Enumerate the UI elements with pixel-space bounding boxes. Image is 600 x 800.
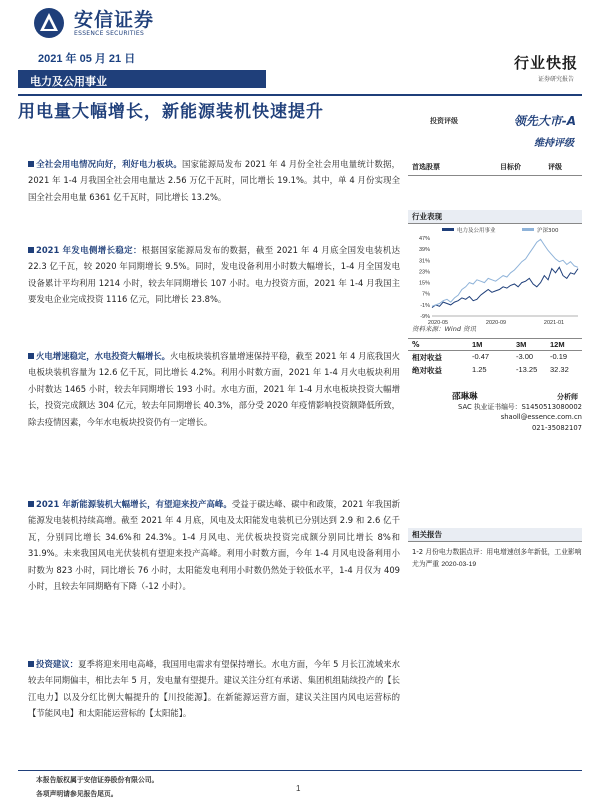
paragraph-3 xyxy=(28,348,400,430)
bullet-icon xyxy=(28,247,34,253)
footer-rule xyxy=(18,770,582,771)
paragraph-1-lead: 全社会用电情况向好，利好电力板块。 xyxy=(36,159,182,169)
x-tick-label: 2020-05 xyxy=(427,320,449,326)
paragraph-3-body: 火电板块装机容量增速保持平稳，截至 2021 年 4 月底我国火电板块装机容量为 12.6 亿千瓦，同比增长 4.2%。利用小时数方面，2021 年 1-4 月火电板块利用小时数达 1465 小时，较去年同期增长 193 小时。水电方面，2021 年 1-4 月水电板块投资大幅增长，投资完成额达 304 亿元，较去年同期增长 40.3%，部分受 2020 年疫情影响投资额降低所致，除去疫情因素，今年水电板块投资仍有一定增长。 xyxy=(28,351,400,427)
y-tick-label: 23% xyxy=(418,269,430,276)
analyst-cert: SAC 执业证书编号：S1450513080002 xyxy=(458,403,582,412)
main-content xyxy=(28,156,400,719)
table-cell: 1.25 xyxy=(472,365,487,374)
company-logo xyxy=(32,6,154,40)
logo-mark-icon xyxy=(32,6,66,40)
table-row xyxy=(408,351,582,364)
table-header-row xyxy=(408,338,582,351)
logo-name-cn: 安信证券 xyxy=(74,8,155,31)
table-cell: -0.47 xyxy=(472,352,490,361)
table-cell: -3.00 xyxy=(516,352,534,361)
paragraph-2 xyxy=(28,242,400,308)
paragraph-5-body: 夏季将迎来用电高峰，我国用电需求有望保持增长。水电方面，今年 5 月长江流域来水较去年同期偏丰，相比去年 5 月，发电量有望提升。建议关注分红有承诺、集团机组陆续投产的【长江电力】以及分红比例大幅提升的【川投能源】。在新能源运营方面，建议关注国内风电运营标的【节能风电】和太阳能运营标的【太阳能】。 xyxy=(28,659,400,719)
series-line-1 xyxy=(432,239,578,306)
rating-hold: 维持评级 xyxy=(534,138,574,149)
paragraph-4 xyxy=(28,496,400,594)
table-row xyxy=(408,364,582,377)
paragraph-2-lead: 2021 年发电侧增长稳定： xyxy=(36,245,142,255)
analyst-phone: 021-35082107 xyxy=(531,423,582,432)
report-subtype: 证券研究报告 xyxy=(537,76,574,83)
paragraph-5 xyxy=(28,656,400,722)
chart-source: 资料来源：Wind 资讯 xyxy=(412,325,477,333)
table-cell: 32.32 xyxy=(550,365,569,374)
table-cell: 相对收益 xyxy=(412,353,442,362)
analyst-email[interactable]: shaoll@essence.com.cn xyxy=(500,413,582,422)
y-tick-label: 39% xyxy=(418,247,430,254)
legend-label: 电力及公用事业 xyxy=(457,228,496,234)
bullet-icon xyxy=(28,353,34,359)
report-type: 行业快报 xyxy=(513,54,578,72)
paragraph-4-lead: 2021 年新能源装机大幅增长，有望迎来投产高峰。 xyxy=(36,499,232,509)
stock-pick-header xyxy=(408,156,582,176)
y-tick-label: 47% xyxy=(418,236,430,242)
y-tick-label: 15% xyxy=(418,280,430,287)
paragraph-1 xyxy=(28,156,400,226)
legend-label: 沪深300 xyxy=(537,228,559,234)
paragraph-4-body: 受益于碳达峰、碳中和政策，2021 年我国新能源发电装机持续高增。截至 2021 年 4 月底，风电及太阳能发电装机已分别达到 2.9 和 2.6 亿千瓦，分别同比增长 34.6%和 24.3%。1-4 月风电、光伏板块投资完成额分别同比增长 8%和 31.9%。未来我国风电光伏装机有望迎来投产高峰。利用小时数方面，今年 1-4 月风电设备利用小时数为 823 小时，同比增长 76 小时，太阳能发电利用小时数仍然处于较低水平，1-4 月仅为 409 小时，且较去年同期略有下降（-12 小时）。 xyxy=(28,499,400,592)
performance-table xyxy=(408,338,582,377)
paragraph-1-body: 国家能源局发布 2021 年 4 月份全社会用电量统计数据，2021 年 1-4 月我国全社会用电量达 2.56 万亿千瓦时，同比增长 19.1%。其中，单 4 月份实现全国全社会用电量 6361 亿千瓦时，同比增长 13.2%。 xyxy=(28,159,400,202)
series-line-0 xyxy=(432,267,578,307)
rating-box xyxy=(408,112,582,162)
analyst-block xyxy=(408,392,582,433)
footer-disclaimer: 各项声明请参见报告尾页。 xyxy=(36,790,118,798)
table-cell: -0.19 xyxy=(550,352,568,361)
rating-value: 领先大市-A xyxy=(513,114,576,128)
y-tick-label: 31% xyxy=(418,258,430,265)
y-tick-label: -9% xyxy=(420,314,430,320)
target-price-col: 目标价 xyxy=(500,163,521,171)
footer-copyright: 本报告版权属于安信证券股份有限公司。 xyxy=(36,776,159,784)
related-report-item[interactable] xyxy=(412,546,582,571)
stock-pick-col: 首选股票 xyxy=(412,163,440,171)
related-reports-title: 相关报告 xyxy=(408,528,582,542)
logo-name-en: ESSENCE SECURITIES xyxy=(74,29,145,37)
bullet-icon xyxy=(28,161,34,167)
table-header-cell: % xyxy=(412,340,420,349)
y-tick-label: -1% xyxy=(420,302,430,309)
performance-chart xyxy=(408,226,582,328)
x-tick-label: 2020-09 xyxy=(485,320,507,326)
table-cell: 绝对收益 xyxy=(412,366,442,375)
analyst-tag: 分析师 xyxy=(557,393,578,401)
x-tick-label: 2021-01 xyxy=(543,320,565,326)
paragraph-5-lead: 投资建议： xyxy=(36,659,79,669)
related-report-date: 2020-03-19 xyxy=(441,561,477,568)
table-header-cell: 12M xyxy=(550,340,565,349)
report-title: 用电量大幅增长，新能源装机快速提升 xyxy=(18,102,324,122)
bullet-icon xyxy=(28,501,34,507)
bullet-icon xyxy=(28,661,34,667)
header-band xyxy=(0,48,600,94)
report-date: 2021 年 05 月 21 日 xyxy=(38,53,136,65)
paragraph-3-lead: 火电增速稳定，水电投资大幅增长。 xyxy=(36,351,171,361)
legend-swatch xyxy=(442,228,454,231)
table-header-cell: 1M xyxy=(472,340,483,349)
legend-swatch xyxy=(522,228,534,231)
rating-label: 投资评级 xyxy=(430,117,458,125)
y-tick-label: 7% xyxy=(422,291,430,298)
page-number: 1 xyxy=(296,784,301,793)
header-rule xyxy=(18,94,582,96)
analyst-name: 邵琳琳 xyxy=(452,392,478,402)
sector-label: 电力及公用事业 xyxy=(30,75,107,88)
paragraph-2-body: 根据国家能源局发布的数据，截至 2021 年 4 月底全国发电装机达 22.3 亿千瓦，较 2020 年同期增长 9.5%。同时，发电设备利用小时数大幅增长，1-4 月全国发电设备累计平均利用 1214 小时，较去年同期增长 107 小时。电力投资方面，2021 年 1-4 月我国主要发电企业完成投资 1116 亿元，同比增长 23.8%。 xyxy=(28,245,400,305)
table-cell: -13.25 xyxy=(516,365,538,374)
related-report-text: 1-2 月份电力数据点评：用电增速创多年新低，工业影响尤为严重 xyxy=(412,548,582,568)
table-header-cell: 3M xyxy=(516,340,527,349)
stock-rating-col: 评级 xyxy=(548,163,562,171)
performance-section-title: 行业表现 xyxy=(408,210,582,224)
